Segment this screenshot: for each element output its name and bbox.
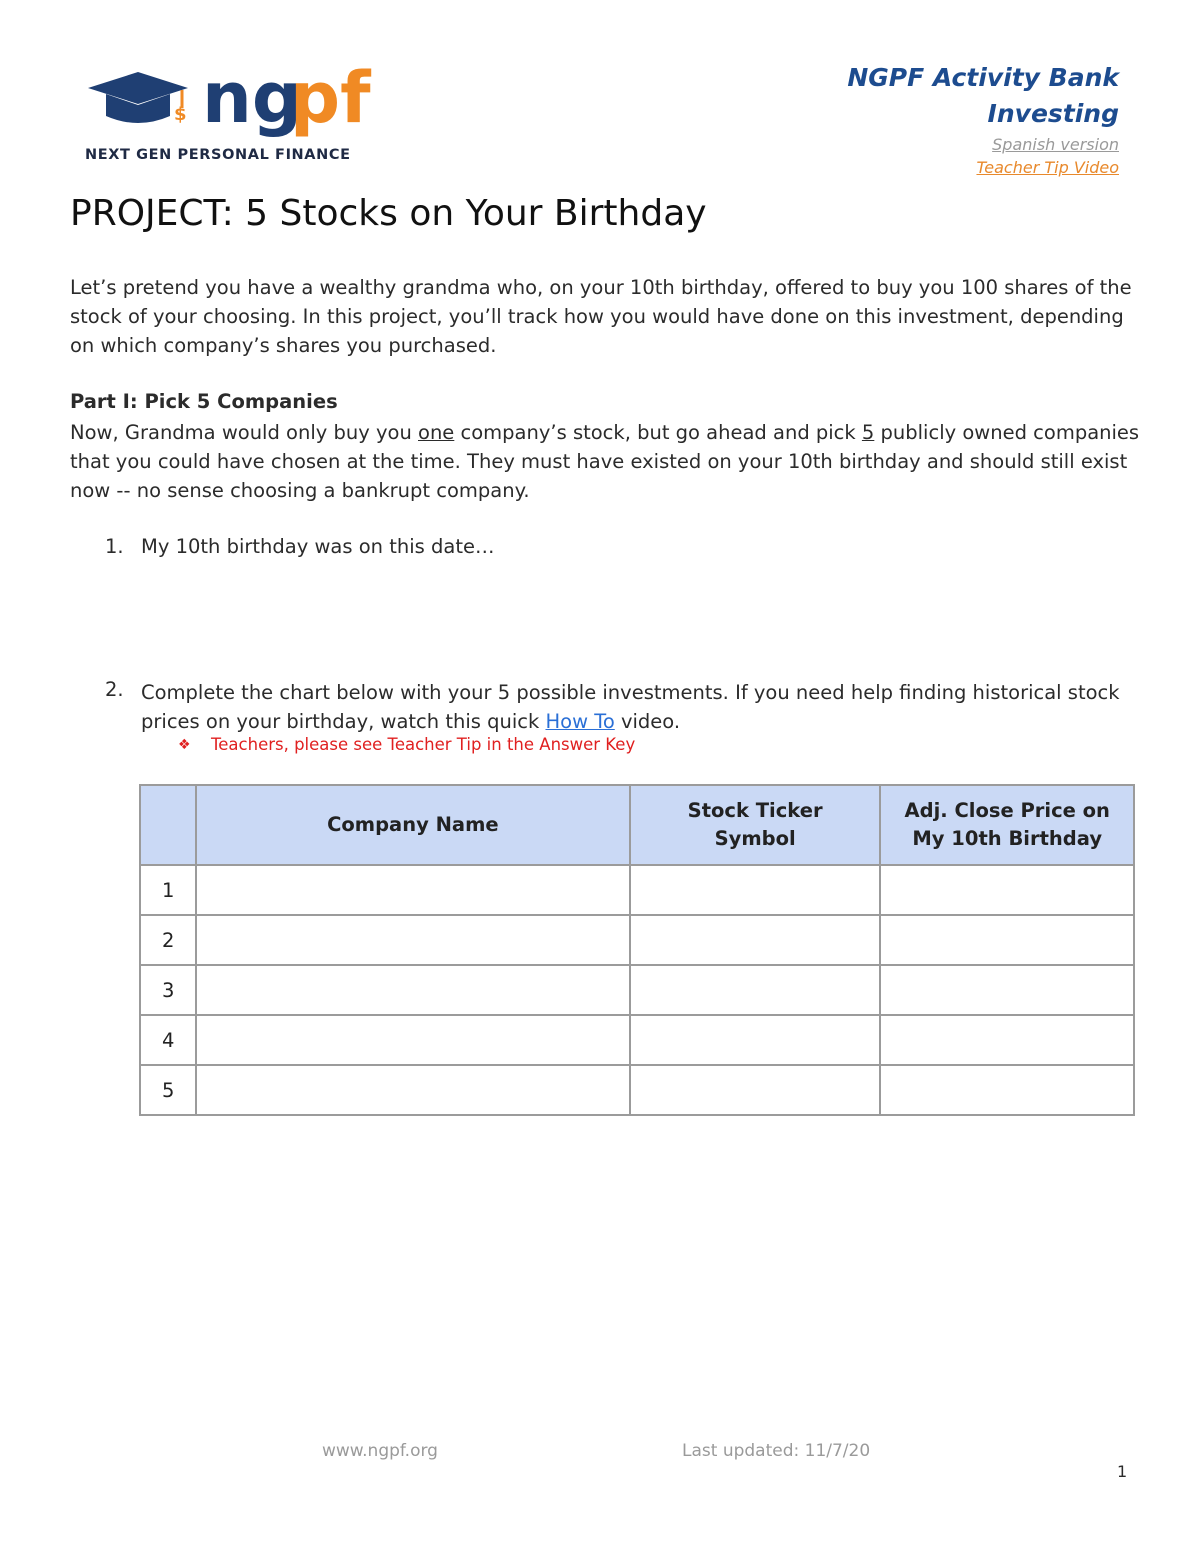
- svg-text:$: $: [174, 104, 187, 125]
- table-row: [140, 1015, 1134, 1065]
- list-item-2-text: [141, 678, 1121, 736]
- part1-body-text-b: company’s stock, but go ahead and pick: [454, 421, 862, 444]
- close-price-cell[interactable]: [880, 965, 1134, 1015]
- footer-url-link[interactable]: www.ngpf.org: [322, 1441, 438, 1461]
- table-header-number: [140, 785, 196, 865]
- list-item-2-number: 2.: [105, 678, 124, 701]
- table-header-ticker: Stock Ticker Symbol: [630, 785, 881, 865]
- topic-label: Investing: [987, 99, 1119, 128]
- part1-heading: Part I: Pick 5 Companies: [70, 390, 338, 413]
- how-to-video-link[interactable]: How To: [545, 710, 615, 733]
- table-row: [140, 1065, 1134, 1115]
- company-name-cell[interactable]: [196, 1015, 630, 1065]
- list-item-1-text: My 10th birthday was on this date…: [141, 535, 495, 558]
- close-price-cell[interactable]: [880, 865, 1134, 915]
- diamond-bullet-icon: ❖: [178, 737, 191, 753]
- part1-body-text-c: publicly owned companies that you could have chosen at the time. They must have existed on your 10th birthday and should still exist now -- no sense choosing a bankrupt company.: [70, 421, 1140, 502]
- part1-body-text-a: Now, Grandma would only buy you: [70, 421, 419, 444]
- teacher-tip-video-link[interactable]: Teacher Tip Video: [976, 158, 1119, 177]
- table-header-row: [140, 785, 1134, 865]
- table-header-close-price: Adj. Close Price on My 10th Birthday: [880, 785, 1134, 865]
- company-name-cell[interactable]: [196, 965, 630, 1015]
- graduation-cap-icon: [88, 72, 188, 104]
- table-row: [140, 915, 1134, 965]
- footer-last-updated: Last updated: 11/7/20: [682, 1441, 871, 1461]
- close-price-cell[interactable]: [880, 1065, 1134, 1115]
- close-price-cell[interactable]: [880, 915, 1134, 965]
- row-number: 1: [140, 865, 196, 915]
- row-number: 5: [140, 1065, 196, 1115]
- ticker-cell[interactable]: [630, 915, 881, 965]
- part1-body-five: 5: [861, 421, 875, 444]
- activity-bank-label: NGPF Activity Bank: [847, 63, 1119, 92]
- page-title: PROJECT: 5 Stocks on Your Birthday: [70, 193, 707, 234]
- stocks-table: [139, 784, 1135, 1116]
- logo-wordmark-pf: pf: [290, 60, 371, 139]
- row-number: 2: [140, 915, 196, 965]
- list-item-2-text-a: Complete the chart below with your 5 possible investments. If you need help finding historical stock prices on your birthday, watch this quick: [141, 681, 1120, 733]
- company-name-cell[interactable]: [196, 865, 630, 915]
- ticker-cell[interactable]: [630, 1065, 881, 1115]
- part1-body-one: one: [418, 421, 455, 444]
- company-name-cell[interactable]: [196, 1065, 630, 1115]
- logo-tagline: NEXT GEN PERSONAL FINANCE: [85, 147, 351, 163]
- company-name-cell[interactable]: [196, 915, 630, 965]
- list-item-2-text-b: video.: [614, 710, 681, 733]
- table-row: [140, 965, 1134, 1015]
- close-price-cell[interactable]: [880, 1015, 1134, 1065]
- table-header-company-name: Company Name: [196, 785, 630, 865]
- row-number: 4: [140, 1015, 196, 1065]
- page-number: 1: [1117, 1462, 1128, 1481]
- table-row: [140, 865, 1134, 915]
- ticker-cell[interactable]: [630, 1015, 881, 1065]
- spanish-version-link[interactable]: Spanish version: [992, 135, 1119, 154]
- ticker-cell[interactable]: [630, 865, 881, 915]
- logo-wordmark-ng: ng: [202, 60, 302, 139]
- part1-body: [70, 418, 1140, 505]
- teacher-note: Teachers, please see Teacher Tip in the Answer Key: [211, 735, 636, 754]
- intro-paragraph: Let’s pretend you have a wealthy grandma who, on your 10th birthday, offered to buy you 100 shares of the stock of your choosing. In this project, you’ll track how you would have done on this investment, depending on which company’s shares you purchased.: [70, 276, 1132, 357]
- list-item-1-number: 1.: [105, 535, 124, 558]
- ticker-cell[interactable]: [630, 965, 881, 1015]
- row-number: 3: [140, 965, 196, 1015]
